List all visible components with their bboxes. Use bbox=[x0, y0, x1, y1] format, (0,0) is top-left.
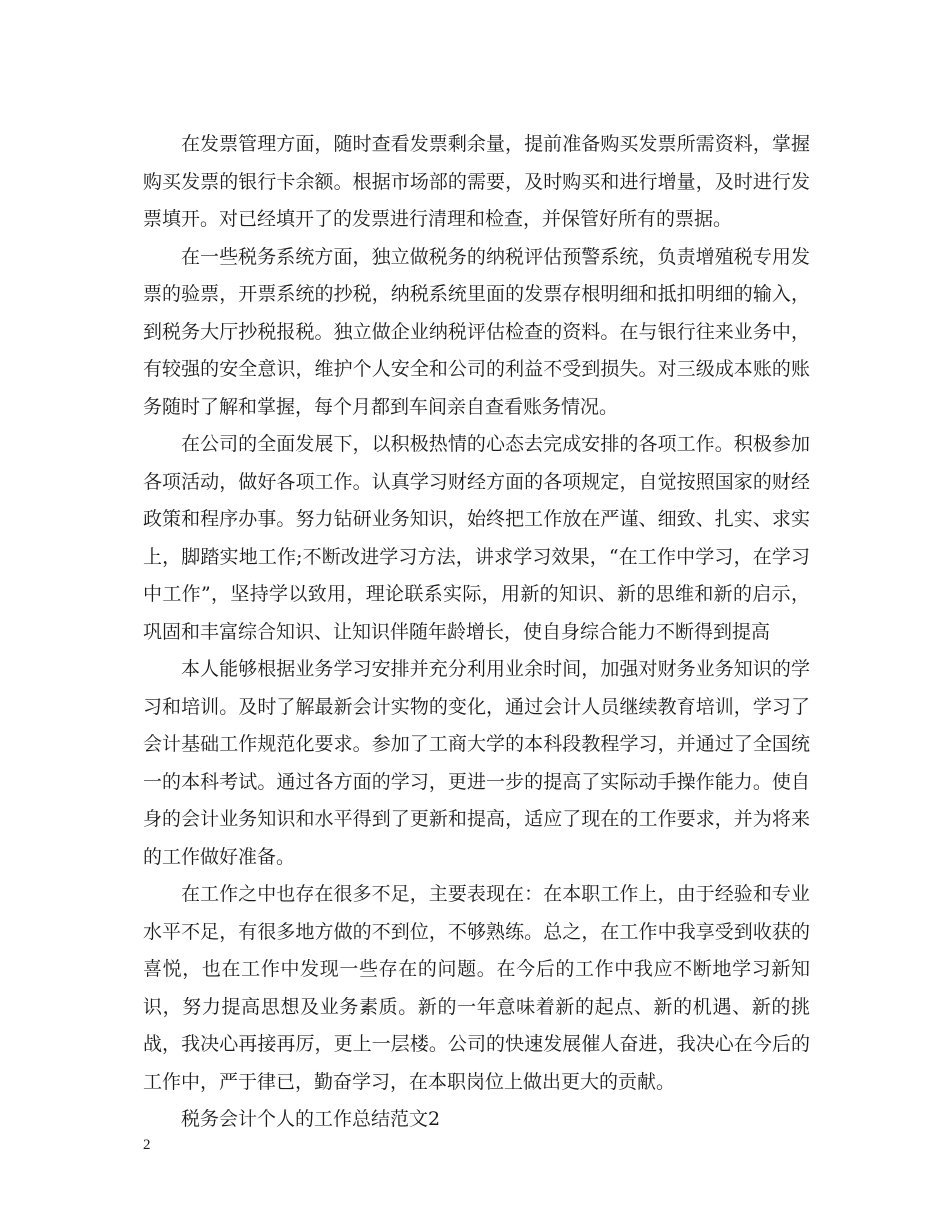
page-number: 2 bbox=[143, 1137, 151, 1153]
paragraph-invoice-management: 在发票管理方面，随时查看发票剩余量，提前准备购买发票所需资料，掌握购买发票的银行卡余额。根据市场部的需要，及时购买和进行增量，及时进行发票填开。对已经填开了的发票进行清理和检查，并保管好所有的票据。 bbox=[143, 133, 810, 230]
document-body bbox=[143, 126, 810, 1139]
paragraph-tax-system: 在一些税务系统方面，独立做税务的纳税评估预警系统，负责增殖税专用发票的验票，开票系统的抄税，纳税系统里面的发票存根明细和抵扣明细的输入，到税务大厅抄税报税。独立做企业纳税评估检查的资料。在与银行往来业务中，有较强的安全意识，维护个人安全和公司的利益不受到损失。对三级成本账的账务随时了解和掌握，每个月都到车间亲自查看账务情况。 bbox=[143, 245, 810, 418]
paragraph-company-development: 在公司的全面发展下，以积极热情的心态去完成安排的各项工作。积极参加各项活动，做好各项工作。认真学习财经方面的各项规定，自觉按照国家的财经政策和程序办事。努力钻研业务知识，始终把工作放在严谨、细致、扎实、求实上，脚踏实地工作;不断改进学习方法，讲求学习效果，“在工作中学习，在学习中工作”，坚持学以致用，理论联系实际，用新的知识、新的思维和新的启示，巩固和丰富综合知识、让知识伴随年龄增长，使自身综合能力不断得到提高 bbox=[143, 433, 810, 643]
section-title: 税务会计个人的工作总结范文2 bbox=[181, 1108, 441, 1130]
paragraph-study-training: 本人能够根据业务学习安排并充分利用业余时间，加强对财务业务知识的学习和培训。及时了解最新会计实物的变化，通过会计人员继续教育培训，学习了会计基础工作规范化要求。参加了工商大学的本科段教程学习，并通过了全国统一的本科考试。通过各方面的学习，更进一步的提高了实际动手操作能力。使自身的会计业务知识和水平得到了更新和提高，适应了现在的工作要求，并为将来的工作做好准备。 bbox=[143, 658, 810, 868]
paragraph-shortcomings: 在工作之中也存在很多不足，主要表现在：在本职工作上，由于经验和专业水平不足，有很多地方做的不到位，不够熟练。总之，在工作中我享受到收获的喜悦，也在工作中发现一些存在的问题。在今后的工作中我应不断地学习新知识，努力提高思想及业务素质。新的一年意味着新的起点、新的机遇、新的挑战，我决心再接再厉，更上一层楼。公司的快速发展催人奋进，我决心在今后的工作中，严于律已，勤奋学习，在本职岗位上做出更大的贡献。 bbox=[143, 883, 810, 1093]
